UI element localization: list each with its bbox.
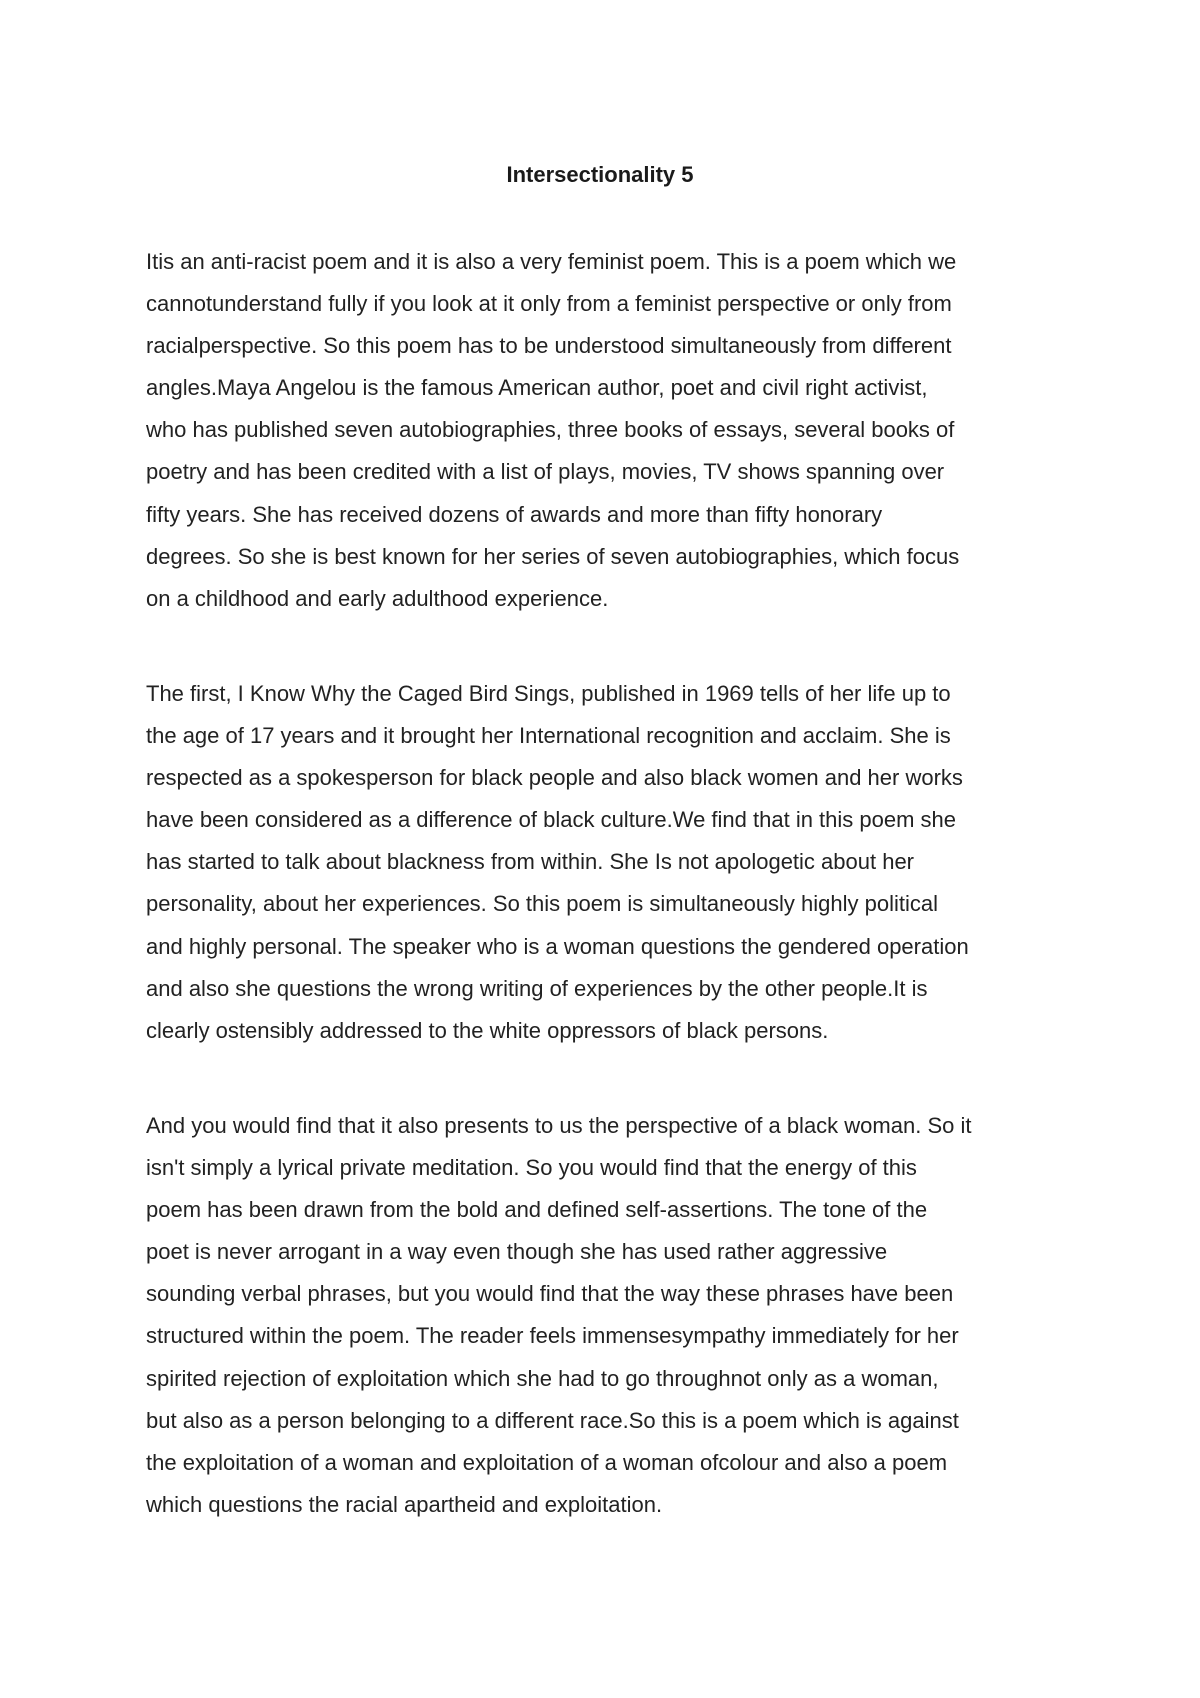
text-line: has started to talk about blackness from within. She Is not apologetic about her [146,849,915,875]
text-line: fifty years. She has received dozens of awards and more than fifty honorary [146,501,883,527]
text-line: structured within the poem. The reader feels immensesympathy immediately for her [146,1323,959,1349]
paragraph-2 [146,673,969,1052]
document-title: Intersectionality 5 [506,162,694,187]
paragraph-3 [146,1105,971,1526]
text-line: degrees. So she is best known for her series of seven autobiographies, which focus [146,543,960,569]
text-line: and highly personal. The speaker who is a woman questions the gendered operation [146,933,969,959]
text-line: who has published seven autobiographies, three books of essays, several books of [146,417,955,443]
text-line: but also as a person belonging to a different race.So this is a poem which is against [146,1407,959,1433]
text-line: isn't simply a lyrical private meditation. So you would find that the energy of this [146,1155,917,1181]
text-line: have been considered as a difference of black culture.We find that in this poem she [146,807,957,833]
text-line: on a childhood and early adulthood experience. [146,585,609,611]
text-line: cannotunderstand fully if you look at it only from a feminist perspective or only from [146,291,952,317]
text-line: respected as a spokesperson for black people and also black women and her works [146,765,963,791]
text-line: personality, about her experiences. So this poem is simultaneously highly political [146,891,939,917]
text-line: sounding verbal phrases, but you would find that the way these phrases have been [146,1281,954,1307]
text-line: the age of 17 years and it brought her International recognition and acclaim. She is [146,723,951,749]
paragraph-1 [146,241,959,620]
text-line: And you would find that it also presents to us the perspective of a black woman. So it [146,1113,972,1138]
text-line: clearly ostensibly addressed to the white oppressors of black persons. [146,1017,829,1043]
text-line: poetry and has been credited with a list of plays, movies, TV shows spanning over [146,459,945,485]
text-line: Itis an anti-racist poem and it is also a very feminist poem. This is a poem which we [146,249,957,274]
text-line: The first, I Know Why the Caged Bird Sings, published in 1969 tells of her life up to [146,681,951,706]
text-line: which questions the racial apartheid and exploitation. [146,1491,663,1517]
text-line: spirited rejection of exploitation which she had to go throughnot only as a woman, [146,1365,939,1391]
text-line: the exploitation of a woman and exploitation of a woman ofcolour and also a poem [146,1449,948,1475]
text-line: poet is never arrogant in a way even though she has used rather aggressive [146,1239,888,1265]
text-line: poem has been drawn from the bold and defined self-assertions. The tone of the [146,1197,928,1223]
text-line: angles.Maya Angelou is the famous American author, poet and civil right activist, [146,375,928,401]
text-line: and also she questions the wrong writing of experiences by the other people.It is [146,975,928,1001]
text-line: racialperspective. So this poem has to be understood simultaneously from different [146,333,952,359]
